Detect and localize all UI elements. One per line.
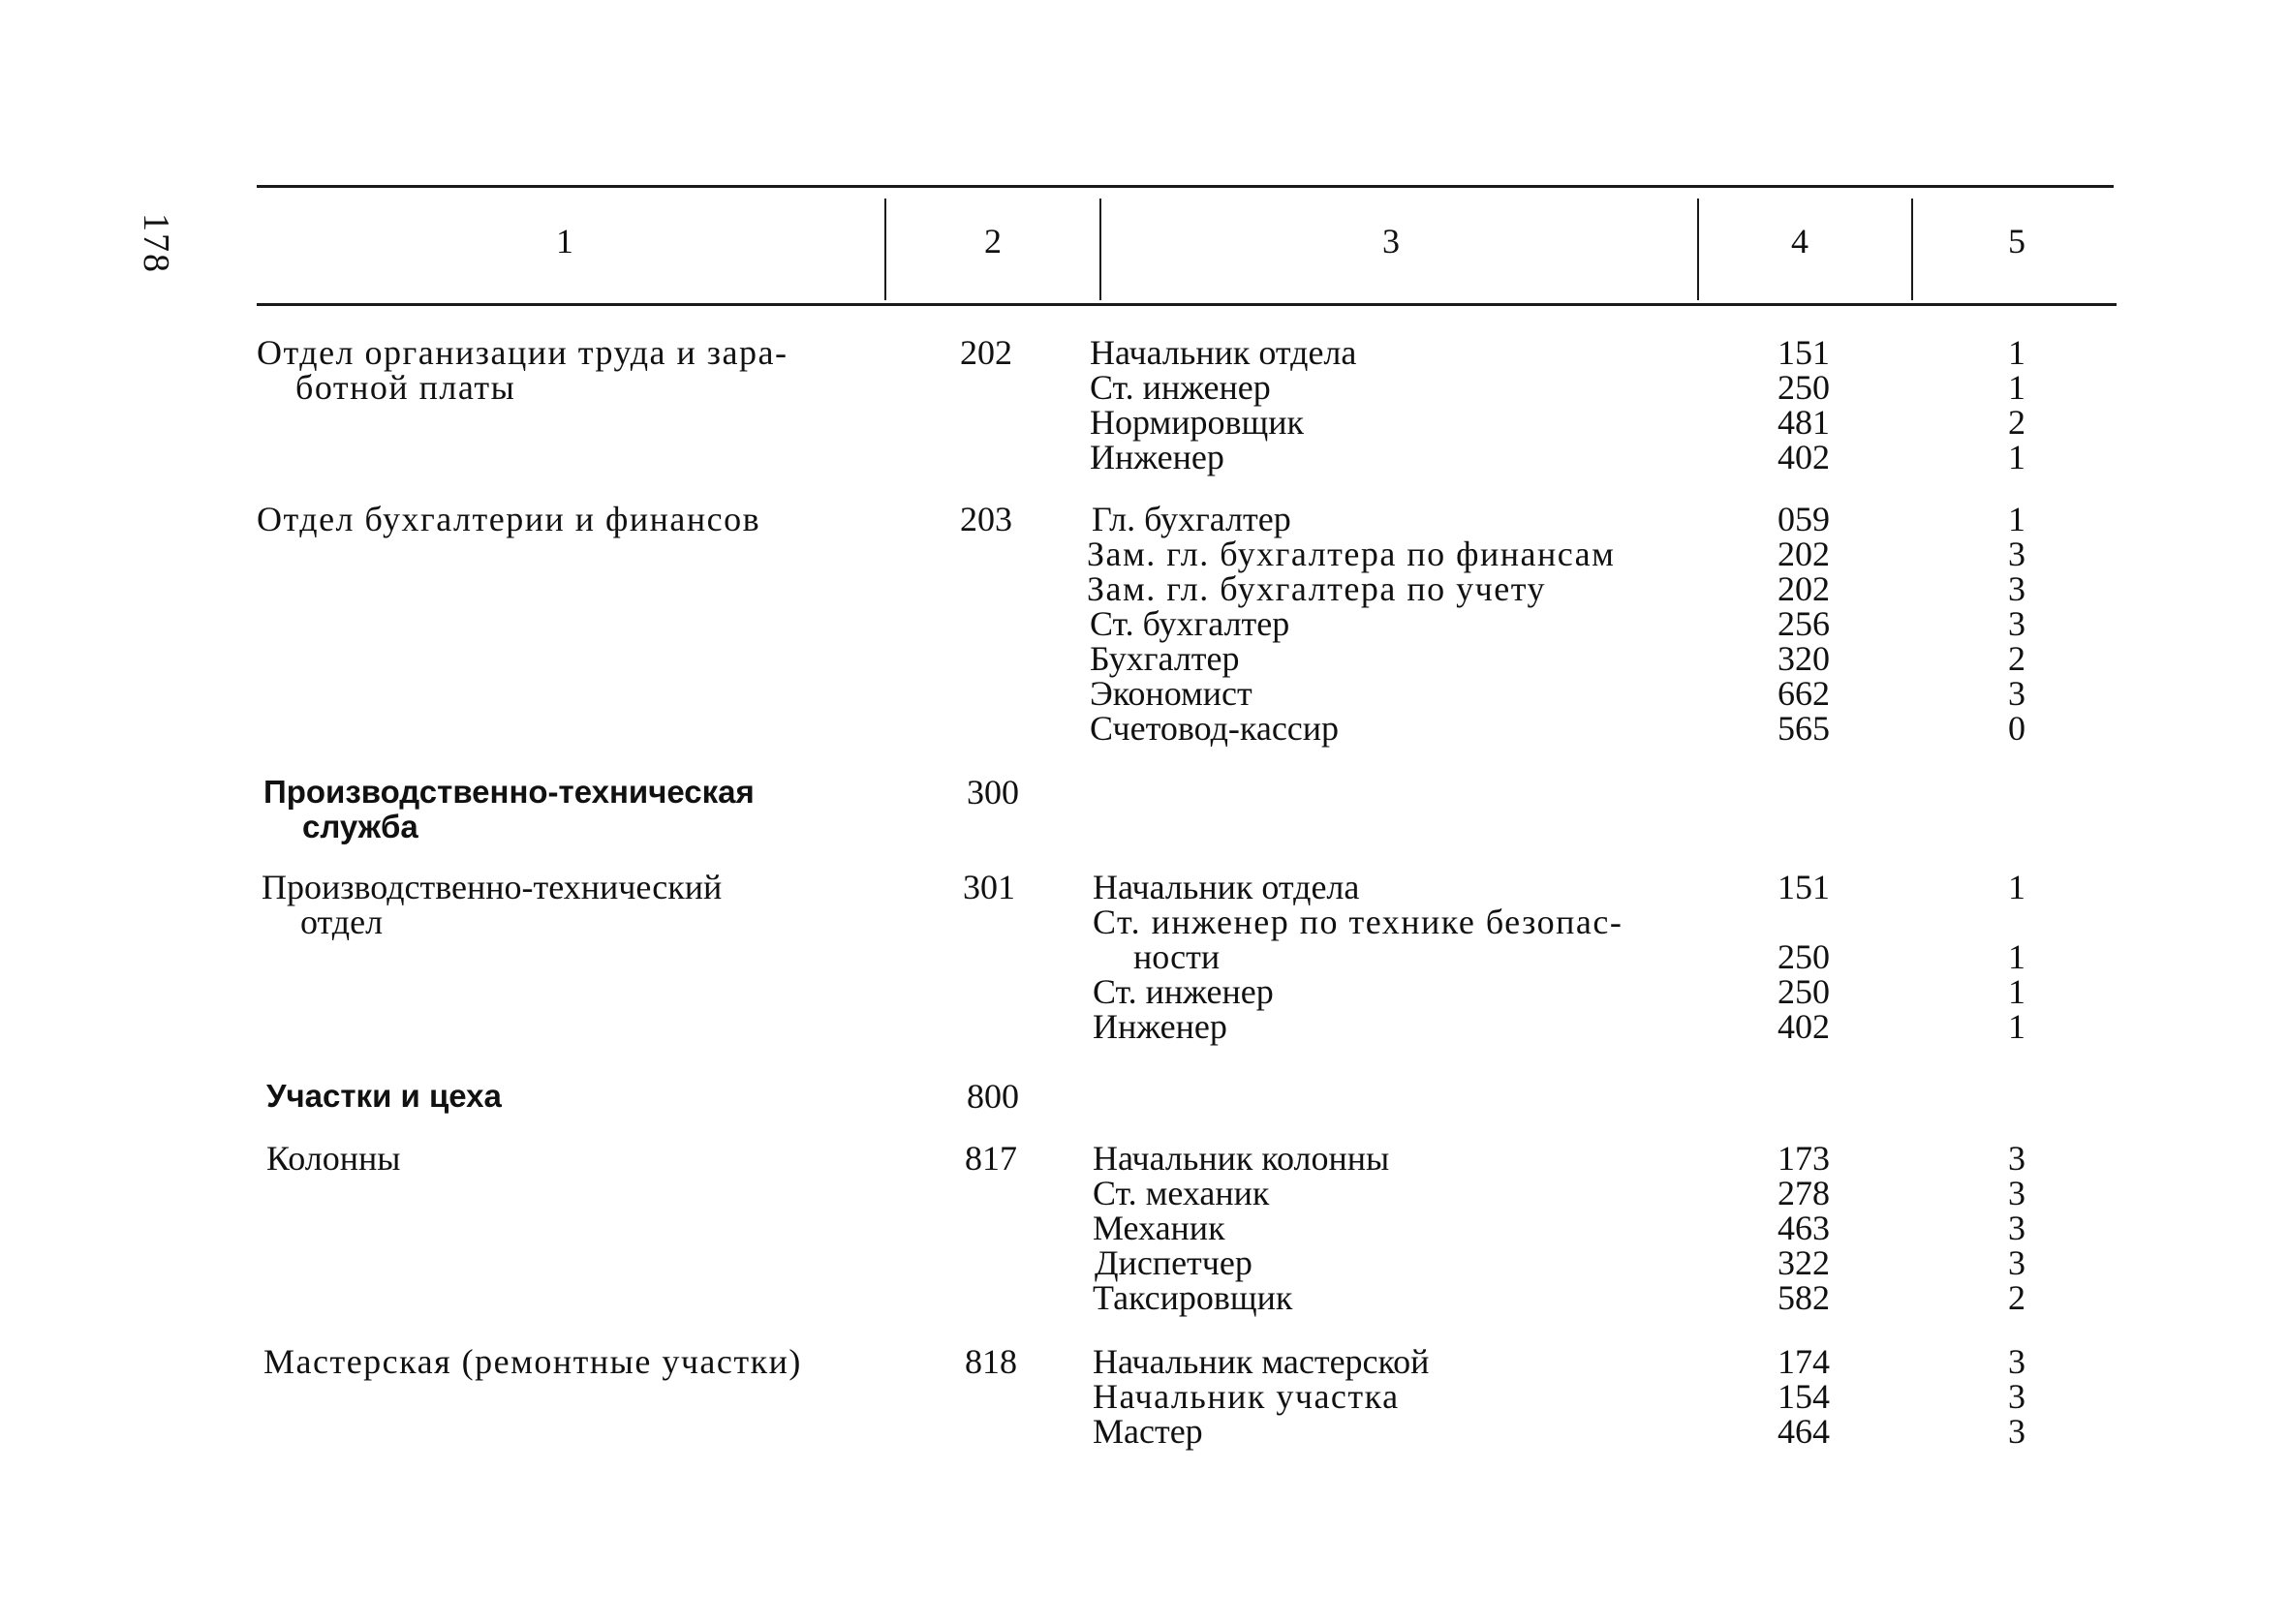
department-name: Отдел бухгалтерии и финансов bbox=[257, 500, 761, 538]
position-count: 1 bbox=[2008, 438, 2025, 476]
position-count: 3 bbox=[2008, 535, 2025, 573]
position-code: 565 bbox=[1778, 709, 1830, 748]
position-title: Ст. бухгалтер bbox=[1090, 604, 1290, 643]
position-code: 320 bbox=[1778, 639, 1830, 678]
position-count: 3 bbox=[2008, 1209, 2025, 1247]
position-count: 3 bbox=[2008, 1342, 2025, 1381]
page-number: 178 bbox=[136, 213, 176, 274]
position-code: 481 bbox=[1778, 403, 1830, 442]
position-count: 0 bbox=[2008, 709, 2025, 748]
position-code: 278 bbox=[1778, 1174, 1830, 1212]
position-title: Бухгалтер bbox=[1090, 639, 1240, 678]
position-code: 151 bbox=[1778, 333, 1830, 372]
department-name: Производственно-технический bbox=[262, 868, 723, 906]
section-code: 300 bbox=[967, 773, 1019, 812]
position-title: Нормировщик bbox=[1090, 403, 1304, 442]
position-title: Начальник колонны bbox=[1093, 1139, 1390, 1178]
position-count: 1 bbox=[2008, 937, 2025, 976]
header-separator-1 bbox=[884, 199, 886, 300]
position-title: Счетовод-кассир bbox=[1090, 709, 1340, 748]
position-title: Зам. гл. бухгалтера по финансам bbox=[1087, 535, 1616, 573]
department-name: Отдел организации труда и зара- bbox=[257, 333, 788, 372]
column-header-5: 5 bbox=[2008, 222, 2025, 260]
position-title: Таксировщик bbox=[1093, 1278, 1293, 1317]
position-count: 1 bbox=[2008, 1007, 2025, 1046]
position-code: 250 bbox=[1778, 368, 1830, 407]
position-code: 463 bbox=[1778, 1209, 1830, 1247]
position-count: 3 bbox=[2008, 1139, 2025, 1178]
position-count: 3 bbox=[2008, 1412, 2025, 1451]
position-title: Мастер bbox=[1093, 1412, 1203, 1451]
position-code: 151 bbox=[1778, 868, 1830, 906]
position-title: Зам. гл. бухгалтера по учету bbox=[1087, 569, 1546, 608]
position-title: Ст. инженер bbox=[1093, 972, 1274, 1011]
position-code: 202 bbox=[1778, 569, 1830, 608]
position-code: 174 bbox=[1778, 1342, 1830, 1381]
position-count: 3 bbox=[2008, 604, 2025, 643]
position-title: Ст. инженер bbox=[1090, 368, 1271, 407]
position-code: 059 bbox=[1778, 500, 1830, 538]
position-count: 3 bbox=[2008, 674, 2025, 713]
section-title: Производственно-техническая bbox=[263, 774, 755, 810]
position-title: Экономист bbox=[1090, 674, 1252, 713]
position-title: Начальник мастерской bbox=[1093, 1342, 1430, 1381]
section-code: 800 bbox=[967, 1077, 1019, 1116]
department-code: 818 bbox=[965, 1342, 1017, 1381]
position-code: 402 bbox=[1778, 438, 1830, 476]
position-count: 2 bbox=[2008, 639, 2025, 678]
position-code: 402 bbox=[1778, 1007, 1830, 1046]
section-title: Участки и цеха bbox=[266, 1078, 502, 1114]
column-header-3: 3 bbox=[1382, 222, 1400, 260]
position-title: Диспетчер bbox=[1095, 1243, 1252, 1282]
position-count: 3 bbox=[2008, 1377, 2025, 1416]
position-code: 582 bbox=[1778, 1278, 1830, 1317]
position-title: Начальник отдела bbox=[1093, 868, 1360, 906]
department-code: 202 bbox=[960, 333, 1012, 372]
section-title: служба bbox=[302, 809, 418, 844]
position-code: 322 bbox=[1778, 1243, 1830, 1282]
department-name: Мастерская (ремонтные участки) bbox=[263, 1342, 802, 1381]
department-name: отдел bbox=[300, 903, 384, 941]
position-code: 256 bbox=[1778, 604, 1830, 643]
position-title: Ст. механик bbox=[1093, 1174, 1270, 1212]
department-code: 301 bbox=[963, 868, 1015, 906]
position-count: 2 bbox=[2008, 1278, 2025, 1317]
position-count: 3 bbox=[2008, 569, 2025, 608]
position-title: Механик bbox=[1093, 1209, 1225, 1247]
department-name: Колонны bbox=[266, 1139, 401, 1178]
position-title: Инженер bbox=[1090, 438, 1224, 476]
header-separator-2 bbox=[1099, 199, 1101, 300]
position-code: 464 bbox=[1778, 1412, 1830, 1451]
position-count: 1 bbox=[2008, 500, 2025, 538]
table-top-rule bbox=[257, 185, 2114, 188]
position-count: 1 bbox=[2008, 868, 2025, 906]
position-title: Гл. бухгалтер bbox=[1092, 500, 1291, 538]
position-code: 154 bbox=[1778, 1377, 1830, 1416]
position-count: 1 bbox=[2008, 333, 2025, 372]
position-title: Инженер bbox=[1093, 1007, 1227, 1046]
position-count: 3 bbox=[2008, 1174, 2025, 1212]
position-code: 250 bbox=[1778, 937, 1830, 976]
column-header-2: 2 bbox=[984, 222, 1002, 260]
position-count: 3 bbox=[2008, 1243, 2025, 1282]
header-separator-3 bbox=[1697, 199, 1699, 300]
position-code: 173 bbox=[1778, 1139, 1830, 1178]
position-code: 250 bbox=[1778, 972, 1830, 1011]
department-code: 817 bbox=[965, 1139, 1017, 1178]
table-header-bottom-rule bbox=[257, 303, 2117, 306]
position-title: Ст. инженер по технике безопас- bbox=[1093, 903, 1623, 941]
position-title: ности bbox=[1133, 937, 1221, 976]
department-code: 203 bbox=[960, 500, 1012, 538]
position-code: 662 bbox=[1778, 674, 1830, 713]
position-code: 202 bbox=[1778, 535, 1830, 573]
header-separator-4 bbox=[1911, 199, 1913, 300]
position-title: Начальник участка bbox=[1093, 1377, 1400, 1416]
position-count: 1 bbox=[2008, 368, 2025, 407]
position-title: Начальник отдела bbox=[1090, 333, 1357, 372]
column-header-1: 1 bbox=[556, 222, 573, 260]
position-count: 2 bbox=[2008, 403, 2025, 442]
position-count: 1 bbox=[2008, 972, 2025, 1011]
department-name: ботной платы bbox=[295, 368, 516, 407]
column-header-4: 4 bbox=[1791, 222, 1809, 260]
